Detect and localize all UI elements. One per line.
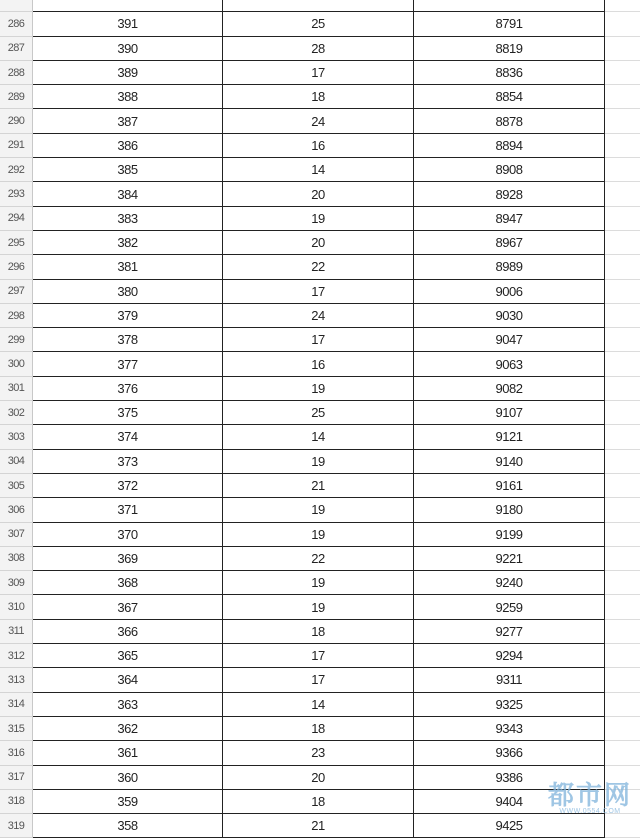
cell-count[interactable]: 19 <box>223 523 414 547</box>
cell-score[interactable]: 366 <box>33 620 223 644</box>
cell-cumulative[interactable]: 8791 <box>414 12 605 36</box>
cell-empty[interactable] <box>605 109 640 133</box>
cell-score[interactable]: 377 <box>33 352 223 376</box>
cell-count[interactable]: 19 <box>223 207 414 231</box>
cell-empty[interactable] <box>605 134 640 158</box>
cell-cumulative[interactable]: 8928 <box>414 182 605 206</box>
cell-score[interactable]: 386 <box>33 134 223 158</box>
table-row <box>0 474 640 498</box>
table-row <box>0 280 640 304</box>
row-header[interactable]: 286 <box>0 12 33 36</box>
cell-cumulative[interactable]: 8908 <box>414 158 605 182</box>
cell-empty[interactable] <box>605 304 640 328</box>
cell-empty[interactable] <box>605 644 640 668</box>
cell-score[interactable]: 379 <box>33 304 223 328</box>
row-header[interactable]: 291 <box>0 134 33 158</box>
cell-empty[interactable] <box>605 182 640 206</box>
row-header[interactable]: 296 <box>0 255 33 279</box>
table-row <box>0 109 640 133</box>
cell-empty[interactable] <box>605 450 640 474</box>
watermark-logo-text: 都市网 <box>547 780 632 810</box>
cell-cumulative[interactable]: 9343 <box>414 717 605 741</box>
table-row <box>0 547 640 571</box>
table-row <box>0 425 640 449</box>
table-row <box>0 377 640 401</box>
cell-score[interactable]: 365 <box>33 644 223 668</box>
cell-count[interactable]: 20 <box>223 766 414 790</box>
cell-score[interactable]: 370 <box>33 523 223 547</box>
row-header[interactable]: 319 <box>0 814 33 838</box>
row-header[interactable]: 287 <box>0 37 33 61</box>
cell-cumulative[interactable]: 9366 <box>414 741 605 765</box>
cell-cumulative[interactable]: 9047 <box>414 328 605 352</box>
cell-empty[interactable] <box>605 401 640 425</box>
row-header[interactable]: 293 <box>0 182 33 206</box>
cell-score[interactable]: 369 <box>33 547 223 571</box>
cell-count[interactable]: 17 <box>223 280 414 304</box>
cell-empty[interactable] <box>605 474 640 498</box>
cell-empty[interactable] <box>605 523 640 547</box>
cell-cumulative[interactable]: 9180 <box>414 498 605 522</box>
cell-empty[interactable] <box>605 425 640 449</box>
cell-count[interactable]: 19 <box>223 450 414 474</box>
cell-count[interactable]: 22 <box>223 547 414 571</box>
cell-empty[interactable] <box>605 61 640 85</box>
cell-empty[interactable] <box>605 693 640 717</box>
table-row <box>0 255 640 279</box>
table-row <box>0 134 640 158</box>
cell-empty[interactable] <box>605 37 640 61</box>
cell-count[interactable]: 19 <box>223 377 414 401</box>
cell-count[interactable]: 24 <box>223 109 414 133</box>
table-row <box>0 12 640 36</box>
cell-score[interactable]: 359 <box>33 790 223 814</box>
cell[interactable] <box>223 0 414 12</box>
cell-cumulative[interactable]: 9311 <box>414 668 605 692</box>
row-header[interactable]: 301 <box>0 377 33 401</box>
cell-score[interactable]: 368 <box>33 571 223 595</box>
cell-empty[interactable] <box>605 207 640 231</box>
cell-empty[interactable] <box>605 158 640 182</box>
table-row <box>0 37 640 61</box>
table-row <box>0 693 640 717</box>
table-row <box>0 61 640 85</box>
table-row <box>0 766 640 790</box>
table-row <box>0 741 640 765</box>
cell-cumulative[interactable]: 8878 <box>414 109 605 133</box>
cell-cumulative[interactable]: 9006 <box>414 280 605 304</box>
cell-cumulative[interactable]: 9121 <box>414 425 605 449</box>
cell-count[interactable]: 14 <box>223 425 414 449</box>
cell-score[interactable]: 381 <box>33 255 223 279</box>
row-header[interactable]: 316 <box>0 741 33 765</box>
cell-count[interactable]: 14 <box>223 158 414 182</box>
cell-score[interactable]: 388 <box>33 85 223 109</box>
cell-count[interactable]: 14 <box>223 693 414 717</box>
cell-cumulative[interactable]: 9240 <box>414 571 605 595</box>
cell-cumulative[interactable]: 8989 <box>414 255 605 279</box>
table-row <box>0 304 640 328</box>
table-row <box>0 814 640 838</box>
cell-cumulative[interactable]: 9386 <box>414 766 605 790</box>
row-header[interactable]: 313 <box>0 668 33 692</box>
cell[interactable] <box>33 0 223 12</box>
row-header[interactable]: 297 <box>0 280 33 304</box>
row-header[interactable]: 292 <box>0 158 33 182</box>
cell-cumulative[interactable]: 8836 <box>414 61 605 85</box>
row-header[interactable]: 318 <box>0 790 33 814</box>
cell-empty[interactable] <box>605 814 640 838</box>
row-header[interactable]: 303 <box>0 425 33 449</box>
row-header[interactable]: 298 <box>0 304 33 328</box>
cell-score[interactable]: 385 <box>33 158 223 182</box>
cell-score[interactable]: 362 <box>33 717 223 741</box>
cell-score[interactable]: 389 <box>33 61 223 85</box>
table-row <box>0 328 640 352</box>
cell-count[interactable]: 21 <box>223 474 414 498</box>
row-header[interactable]: 317 <box>0 766 33 790</box>
cell-count[interactable]: 25 <box>223 401 414 425</box>
row-header[interactable]: 309 <box>0 571 33 595</box>
cell-score[interactable]: 373 <box>33 450 223 474</box>
cell-cumulative[interactable]: 9199 <box>414 523 605 547</box>
row-header[interactable]: 311 <box>0 620 33 644</box>
table-row <box>0 717 640 741</box>
cell-cumulative[interactable]: 9161 <box>414 474 605 498</box>
watermark <box>548 782 632 815</box>
row-header[interactable]: 288 <box>0 61 33 85</box>
cell-score[interactable]: 378 <box>33 328 223 352</box>
cell-cumulative[interactable]: 9140 <box>414 450 605 474</box>
cell-count[interactable]: 23 <box>223 741 414 765</box>
cell-score[interactable]: 391 <box>33 12 223 36</box>
table-row <box>0 450 640 474</box>
cell-count[interactable]: 19 <box>223 595 414 619</box>
table-row <box>0 644 640 668</box>
cell-score[interactable]: 374 <box>33 425 223 449</box>
cell-count[interactable]: 18 <box>223 717 414 741</box>
cell-cumulative[interactable]: 8894 <box>414 134 605 158</box>
cell-cumulative[interactable]: 9030 <box>414 304 605 328</box>
table-row <box>0 620 640 644</box>
table-row <box>0 668 640 692</box>
row-header[interactable]: 302 <box>0 401 33 425</box>
cell-empty[interactable] <box>605 717 640 741</box>
cell-count[interactable]: 16 <box>223 134 414 158</box>
cell-count[interactable]: 18 <box>223 620 414 644</box>
cell-empty[interactable] <box>605 12 640 36</box>
cell-score[interactable]: 360 <box>33 766 223 790</box>
cell-empty[interactable] <box>605 377 640 401</box>
table-row <box>0 158 640 182</box>
cell-count[interactable]: 19 <box>223 498 414 522</box>
cell-empty[interactable] <box>605 498 640 522</box>
cell-empty[interactable] <box>605 280 640 304</box>
cell-count[interactable]: 17 <box>223 328 414 352</box>
cell-cumulative[interactable]: 9294 <box>414 644 605 668</box>
cell-count[interactable]: 18 <box>223 85 414 109</box>
cell-count[interactable]: 18 <box>223 790 414 814</box>
table-row <box>0 207 640 231</box>
table-row <box>0 182 640 206</box>
cell-count[interactable]: 20 <box>223 182 414 206</box>
row-header[interactable]: 310 <box>0 595 33 619</box>
row-header[interactable]: 304 <box>0 450 33 474</box>
row-header[interactable]: 315 <box>0 717 33 741</box>
row-header[interactable]: 299 <box>0 328 33 352</box>
row-header[interactable]: 295 <box>0 231 33 255</box>
row-header[interactable]: 305 <box>0 474 33 498</box>
cell-cumulative[interactable]: 9404 <box>414 790 605 814</box>
row-header[interactable]: 307 <box>0 523 33 547</box>
cell[interactable] <box>414 0 605 12</box>
row-header[interactable]: 314 <box>0 693 33 717</box>
table-row <box>0 231 640 255</box>
row-header[interactable] <box>0 0 33 12</box>
table-row <box>0 790 640 814</box>
row-header[interactable]: 294 <box>0 207 33 231</box>
cell-cumulative[interactable]: 9259 <box>414 595 605 619</box>
cell-score[interactable]: 375 <box>33 401 223 425</box>
cell-cumulative[interactable]: 9325 <box>414 693 605 717</box>
cell-count[interactable]: 24 <box>223 304 414 328</box>
cell-empty[interactable] <box>605 352 640 376</box>
cell-score[interactable]: 367 <box>33 595 223 619</box>
cell-cumulative[interactable]: 9107 <box>414 401 605 425</box>
cell-cumulative[interactable]: 9221 <box>414 547 605 571</box>
cell-count[interactable]: 25 <box>223 12 414 36</box>
cell-score[interactable]: 358 <box>33 814 223 838</box>
cell-score[interactable]: 372 <box>33 474 223 498</box>
cell-empty[interactable] <box>605 595 640 619</box>
cell-score[interactable]: 384 <box>33 182 223 206</box>
table-row <box>0 523 640 547</box>
row-header[interactable]: 289 <box>0 85 33 109</box>
cell-score[interactable]: 376 <box>33 377 223 401</box>
cell-score[interactable]: 382 <box>33 231 223 255</box>
cell-score[interactable]: 364 <box>33 668 223 692</box>
cell-count[interactable]: 28 <box>223 37 414 61</box>
cell-empty[interactable] <box>605 571 640 595</box>
watermark-url: WWW.0554.COM <box>559 808 621 815</box>
cell-count[interactable]: 16 <box>223 352 414 376</box>
cell-count[interactable]: 17 <box>223 644 414 668</box>
cell-empty[interactable] <box>605 255 640 279</box>
cell-cumulative[interactable]: 9277 <box>414 620 605 644</box>
row-header[interactable]: 308 <box>0 547 33 571</box>
cell-count[interactable]: 20 <box>223 231 414 255</box>
table-row <box>0 352 640 376</box>
cell-cumulative[interactable]: 8947 <box>414 207 605 231</box>
table-row <box>0 0 640 12</box>
table-row <box>0 595 640 619</box>
row-header[interactable]: 312 <box>0 644 33 668</box>
cell-empty[interactable] <box>605 620 640 644</box>
cell-score[interactable]: 380 <box>33 280 223 304</box>
table-row <box>0 571 640 595</box>
cell-score[interactable]: 363 <box>33 693 223 717</box>
cell-empty[interactable] <box>605 668 640 692</box>
cell-score[interactable]: 361 <box>33 741 223 765</box>
cell-empty[interactable] <box>605 741 640 765</box>
cell-count[interactable]: 22 <box>223 255 414 279</box>
row-header[interactable]: 300 <box>0 352 33 376</box>
cell-empty[interactable] <box>605 328 640 352</box>
cell-score[interactable]: 390 <box>33 37 223 61</box>
cell[interactable] <box>605 0 640 12</box>
cell-score[interactable]: 371 <box>33 498 223 522</box>
cell-count[interactable]: 17 <box>223 61 414 85</box>
row-header[interactable]: 306 <box>0 498 33 522</box>
cell-count[interactable]: 17 <box>223 668 414 692</box>
cell-empty[interactable] <box>605 85 640 109</box>
cell-cumulative[interactable]: 9082 <box>414 377 605 401</box>
row-header[interactable]: 290 <box>0 109 33 133</box>
cell-empty[interactable] <box>605 231 640 255</box>
table-row <box>0 498 640 522</box>
cell-score[interactable]: 383 <box>33 207 223 231</box>
table-row <box>0 85 640 109</box>
cell-count[interactable]: 19 <box>223 571 414 595</box>
cell-cumulative[interactable]: 8819 <box>414 37 605 61</box>
table-row <box>0 401 640 425</box>
cell-cumulative[interactable]: 8967 <box>414 231 605 255</box>
cell-cumulative[interactable]: 9063 <box>414 352 605 376</box>
cell-count[interactable]: 21 <box>223 814 414 838</box>
cell-cumulative[interactable]: 9425 <box>414 814 605 838</box>
cell-score[interactable]: 387 <box>33 109 223 133</box>
cell-empty[interactable] <box>605 547 640 571</box>
cell-cumulative[interactable]: 8854 <box>414 85 605 109</box>
